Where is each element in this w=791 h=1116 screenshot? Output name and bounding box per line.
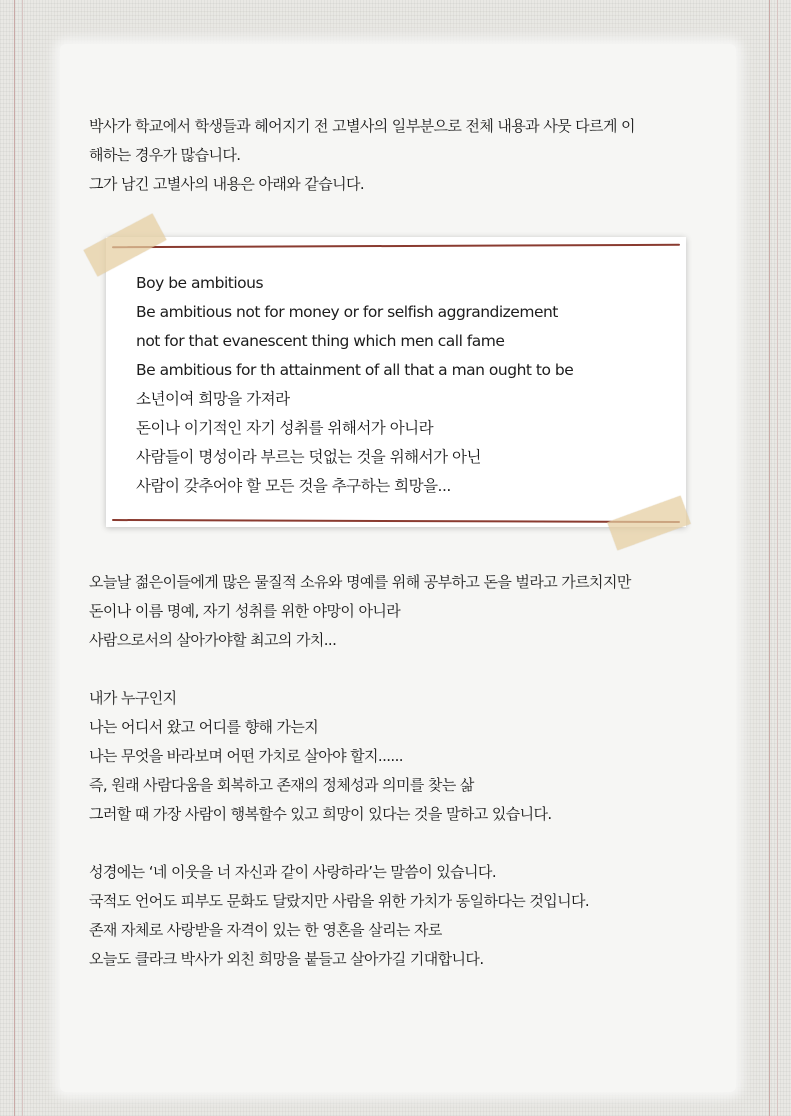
body-line: 내가 누구인지 (89, 689, 177, 707)
left-border-line (14, 0, 15, 1116)
intro-line: 그가 남긴 고별사의 내용은 아래와 같습니다. (89, 175, 365, 193)
body-paragraph-2 (89, 684, 552, 829)
body-line: 돈이나 이름 명예, 자기 성취를 위한 야망이 아니라 (89, 602, 401, 620)
quote-line: 소년이여 희망을 가져라 (136, 390, 290, 408)
quote-card-text (136, 269, 573, 501)
intro-line: 박사가 학교에서 학생들과 헤어지기 전 고별사의 일부분으로 전체 내용과 사뭇 다르게 이 (89, 117, 635, 135)
body-paragraph-3 (89, 858, 589, 974)
quote-line: 사람들이 명성이라 부르는 덧없는 것을 위해서가 아닌 (136, 448, 481, 466)
body-line: 성경에는 ‘네 이웃을 너 자신과 같이 사랑하라’는 말씀이 있습니다. (89, 863, 496, 881)
body-line: 그러할 때 가장 사람이 행복할수 있고 희망이 있다는 것을 말하고 있습니다. (89, 805, 552, 823)
quote-card-top-rule (112, 244, 680, 248)
right-border-line-inner (777, 0, 778, 1116)
quote-line: 돈이나 이기적인 자기 성취를 위해서가 아니라 (136, 419, 434, 437)
quote-line: not for that evanescent thing which men call fame (136, 332, 505, 350)
quote-card (106, 237, 686, 527)
right-border-line (769, 0, 770, 1116)
intro-paragraph (89, 112, 635, 199)
body-paragraph-1 (89, 568, 631, 655)
quote-line: Boy be ambitious (136, 274, 264, 292)
intro-line: 해하는 경우가 많습니다. (89, 146, 241, 164)
left-border-line-inner (22, 0, 23, 1116)
quote-line: Be ambitious not for money or for selfish aggrandizement (136, 303, 558, 321)
body-line: 오늘날 젊은이들에게 많은 물질적 소유와 명예를 위해 공부하고 돈을 벌라고 가르치지만 (89, 573, 631, 591)
quote-line: Be ambitious for th attainment of all that a man ought to be (136, 361, 574, 379)
quote-line: 사람이 갖추어야 할 모든 것을 추구하는 희망을... (136, 477, 451, 495)
body-line: 나는 무엇을 바라보며 어떤 가치로 살아야 할지...... (89, 747, 403, 765)
body-line: 나는 어디서 왔고 어디를 향해 가는지 (89, 718, 319, 736)
body-line: 즉, 원래 사람다움을 회복하고 존재의 정체성과 의미를 찾는 삶 (89, 776, 474, 794)
body-line: 국적도 언어도 피부도 문화도 달랐지만 사람을 위한 가치가 동일하다는 것입니다. (89, 892, 590, 910)
body-line: 존재 자체로 사랑받을 자격이 있는 한 영혼을 살리는 자로 (89, 921, 442, 939)
body-line: 사람으로서의 살아가야할 최고의 가치... (89, 631, 337, 649)
body-line: 오늘도 클라크 박사가 외친 희망을 붙들고 살아가길 기대합니다. (89, 950, 484, 968)
quote-card-bottom-rule (112, 519, 680, 523)
